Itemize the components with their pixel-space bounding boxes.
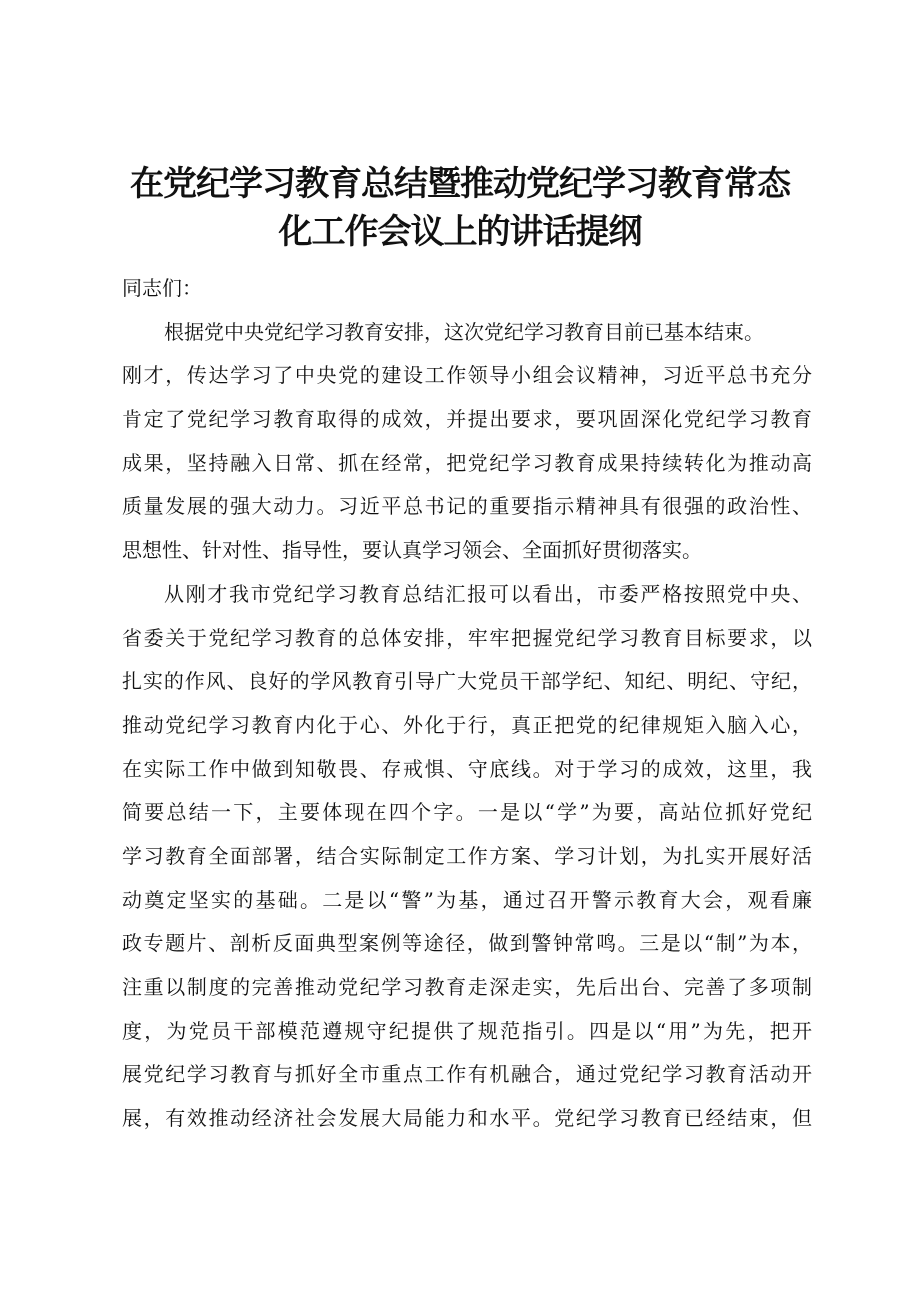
paragraph-1 [122, 311, 812, 573]
paragraph-2-line: 推动党纪学习教育内化于心、外化于行，真正把党的纪律规矩入脑入心， [122, 712, 812, 737]
paragraph-2-line: 学习教育全面部署，结合实际制定工作方案、学习计划，为扎实开展好活 [122, 843, 812, 868]
paragraph-2 [122, 573, 812, 1141]
paragraph-2-line: 简要总结一下，主要体现在四个字。一是以“学”为要，高站位抓好党纪 [122, 800, 812, 825]
paragraph-1-line: 成果，坚持融入日常、抓在经常，把党纪学习教育成果持续转化为推动高 [122, 450, 812, 475]
document-body [122, 267, 812, 1141]
paragraph-1-line: 质量发展的强大动力。习近平总书记的重要指示精神具有很强的政治性、 [122, 494, 812, 519]
paragraph-2-line: 动奠定坚实的基础。二是以“警”为基，通过召开警示教育大会，观看廉 [122, 887, 812, 912]
title-line-2: 化工作会议上的讲话提纲 [278, 212, 642, 252]
paragraph-2-line: 省委关于党纪学习教育的总体安排，牢牢把握党纪学习教育目标要求，以 [122, 625, 812, 650]
salutation: 同志们： [122, 276, 202, 300]
paragraph-2-line: 展党纪学习教育与抓好全市重点工作有机融合，通过党纪学习教育活动开 [122, 1062, 812, 1087]
paragraph-2-line: 展，有效推动经济社会发展大局能力和水平。党纪学习教育已经结束，但 [122, 1106, 812, 1131]
paragraph-1-line: 思想性、针对性、指导性，要认真学习领会、全面抓好贯彻落实。 [122, 538, 702, 563]
paragraph-2-line: 从刚才我市党纪学习教育总结汇报可以看出，市委严格按照党中央、 [164, 581, 812, 606]
title-line-1: 在党纪学习教育总结暨推动党纪学习教育常态 [130, 164, 790, 204]
paragraph-1-line: 肯定了党纪学习教育取得的成效，并提出要求，要巩固深化党纪学习教育 [122, 407, 812, 432]
paragraph-2-line: 扎实的作风、良好的学风教育引导广大党员干部学纪、知纪、明纪、守纪， [122, 669, 812, 694]
paragraph-1-line: 根据党中央党纪学习教育安排，这次党纪学习教育目前已基本结束。 [164, 319, 764, 344]
paragraph-1-line: 刚才，传达学习了中央党的建设工作领导小组会议精神，习近平总书充分 [122, 363, 812, 388]
paragraph-2-line: 度，为党员干部模范遵规守纪提供了规范指引。四是以“用”为先，把开 [122, 1018, 812, 1043]
paragraph-2-line: 注重以制度的完善推动党纪学习教育走深走实，先后出台、完善了多项制 [122, 975, 812, 999]
document-title [110, 160, 810, 256]
paragraph-2-line: 在实际工作中做到知敬畏、存戒惧、守底线。对于学习的成效，这里，我 [122, 756, 812, 781]
paragraph-2-line: 政专题片、剖析反面典型案例等途径，做到警钟常鸣。三是以“制”为本， [122, 931, 812, 956]
